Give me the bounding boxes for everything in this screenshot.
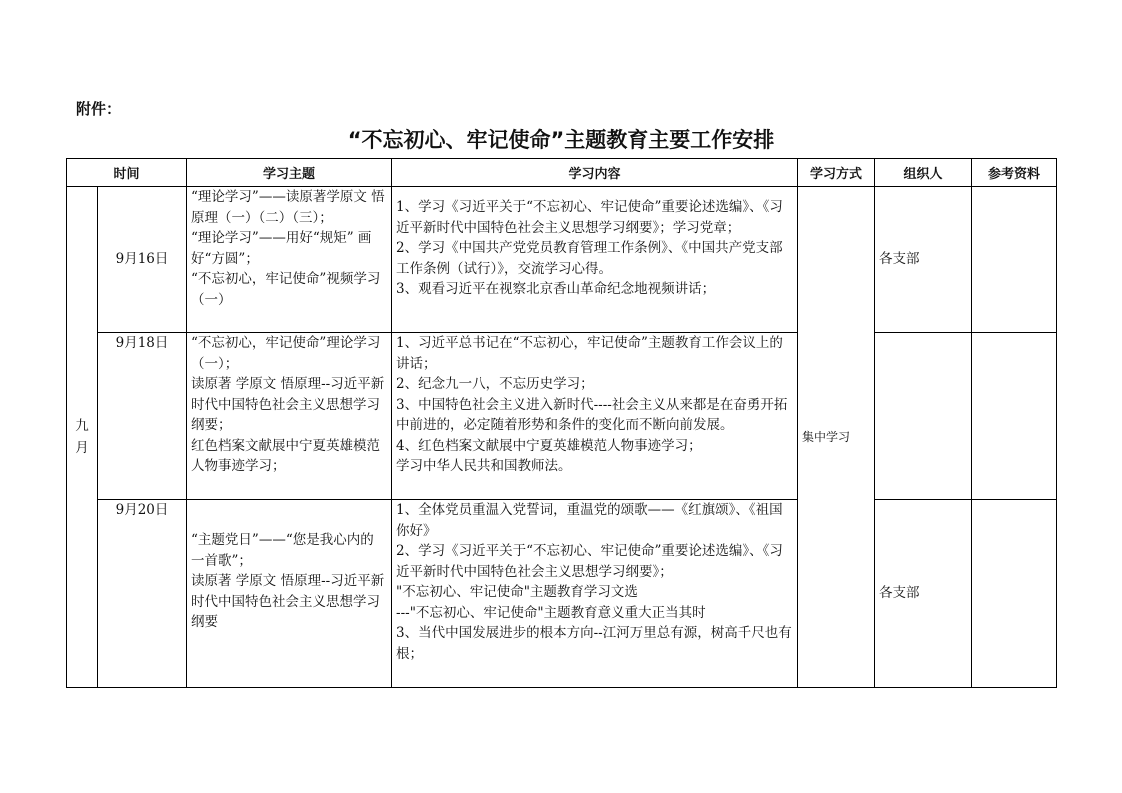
month-label: 九月 bbox=[75, 418, 89, 456]
reference-cell bbox=[972, 187, 1057, 333]
table-row bbox=[67, 500, 1057, 688]
header-reference: 参考资料 bbox=[972, 159, 1057, 187]
schedule-table bbox=[66, 158, 1057, 688]
header-organizer: 组织人 bbox=[875, 159, 972, 187]
header-time: 时间 bbox=[67, 159, 187, 187]
table-row bbox=[67, 333, 1057, 500]
topic-cell: “主题党日”——“您是我心内的一首歌”； 读原著 学原文 悟原理--习近平新时代中国特色社会主义思想学习纲要 bbox=[187, 500, 392, 688]
topic-cell: “不忘初心，牢记使命”理论学习（一）； 读原著 学原文 悟原理--习近平新时代中国特色社会主义思想学习纲要； 红色档案文献展中宁夏英雄模范人物事迹学习； bbox=[187, 333, 392, 500]
method-cell: 集中学习 bbox=[798, 187, 875, 688]
date-cell: 9月18日 bbox=[98, 333, 187, 500]
date-cell: 9月16日 bbox=[98, 187, 187, 333]
content-cell: 1、全体党员重温入党誓词，重温党的颂歌——《红旗颂》、《祖国你好》 2、学习《习近平关于“不忘初心、牢记使命”重要论述选编》、《习近平新时代中国特色社会主义思想学习纲要》； "不忘初心、牢记使命"主题教育学习文选 ---"不忘初心、牢记使命"主题教育意义重大正当其时 3、当代中国发展进步的根本方向--江河万里总有源，树高千尺也有根； bbox=[392, 500, 798, 688]
month-cell bbox=[67, 187, 98, 688]
reference-cell bbox=[972, 500, 1057, 688]
reference-cell bbox=[972, 333, 1057, 500]
content-cell: 1、学习《习近平关于“不忘初心、牢记使命”重要论述选编》、《习近平新时代中国特色社会主义思想学习纲要》；学习党章； 2、学习《中国共产党党员教育管理工作条例》、《中国共产党支部工作条例（试行）》，交流学习心得。 3、观看习近平在视察北京香山革命纪念地视频讲话； bbox=[392, 187, 798, 333]
date-cell: 9月20日 bbox=[98, 500, 187, 688]
content-cell: 1、习近平总书记在“不忘初心，牢记使命”主题教育工作会议上的讲话； 2、纪念九一八，不忘历史学习； 3、中国特色社会主义进入新时代----社会主义从来都是在奋勇开拓中前进的，必定随着形势和条件的变化而不断向前发展。 4、红色档案文献展中宁夏英雄模范人物事迹学习； 学习中华人民共和国教师法。 bbox=[392, 333, 798, 500]
header-row bbox=[67, 159, 1057, 187]
header-topic: 学习主题 bbox=[187, 159, 392, 187]
page-title: “不忘初心、牢记使命”主题教育主要工作安排 bbox=[347, 128, 775, 152]
topic-cell: “理论学习”——读原著学原文 悟原理（一）（二）（三）； “理论学习”——用好“规矩” 画好“方圆”； “不忘初心，牢记使命”视频学习（一） bbox=[187, 187, 392, 333]
organizer-cell: 各支部 bbox=[875, 187, 972, 333]
organizer-cell bbox=[875, 333, 972, 500]
attachment-label: 附件： bbox=[76, 100, 122, 118]
header-method: 学习方式 bbox=[798, 159, 875, 187]
header-content: 学习内容 bbox=[392, 159, 798, 187]
organizer-cell: 各支部 bbox=[875, 500, 972, 688]
table-row bbox=[67, 187, 1057, 333]
